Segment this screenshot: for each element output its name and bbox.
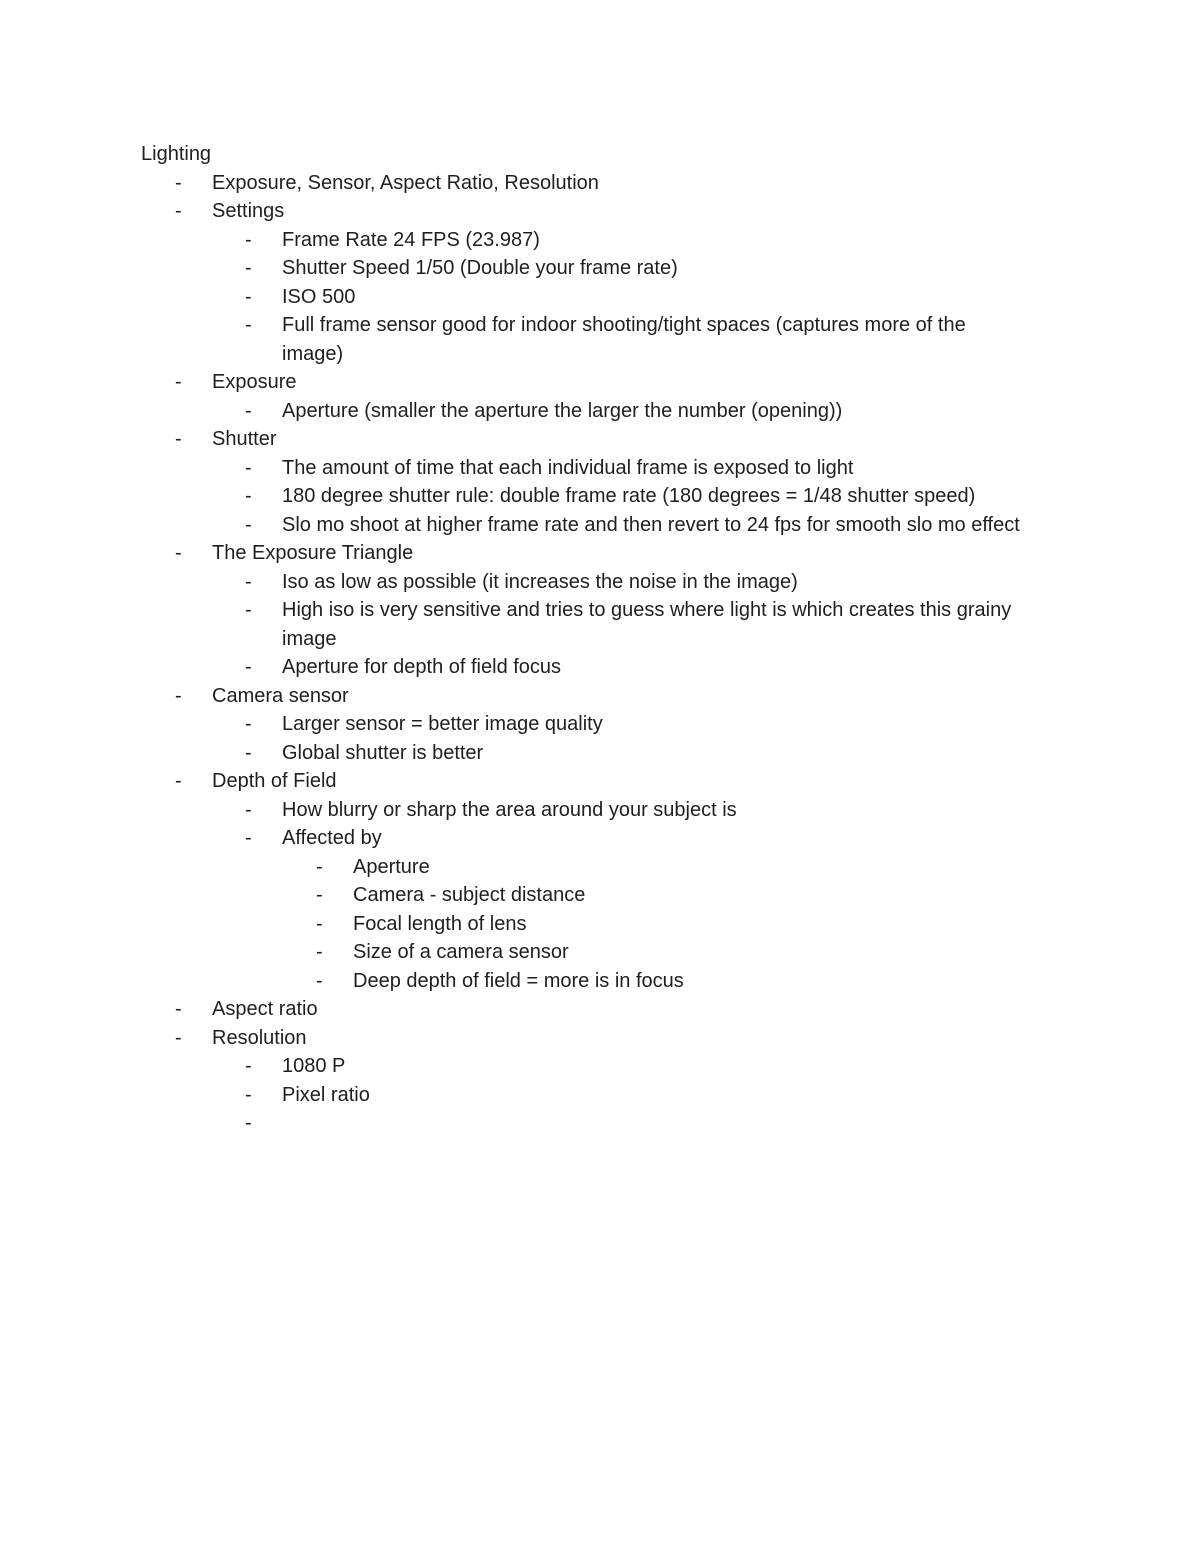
dash-bullet-icon: - — [245, 1055, 252, 1077]
outline-item-level-2 — [141, 1052, 1024, 1081]
outline-item-level-2 — [141, 254, 1024, 283]
outline-item-text — [282, 1109, 1024, 1138]
dash-bullet-icon: - — [245, 399, 252, 422]
bullet-outline — [141, 169, 1041, 1138]
outline-item-text: Focal length of lens — [353, 912, 527, 935]
dash-bullet-icon: - — [245, 570, 252, 593]
dash-bullet-icon: - — [316, 941, 323, 963]
outline-item-level-2 — [141, 596, 1024, 653]
dash-bullet-icon: - — [316, 884, 323, 906]
dash-bullet-icon: - — [245, 656, 252, 678]
outline-item-text: Exposure, Sensor, Aspect Ratio, Resolution — [212, 171, 599, 194]
outline-item-text: How blurry or sharp the area around your subject is — [282, 798, 737, 821]
outline-item-level-2 — [141, 454, 1024, 483]
dash-bullet-icon: - — [245, 713, 252, 735]
dash-bullet-icon: - — [245, 827, 252, 849]
outline-item-text: Camera sensor — [212, 684, 349, 707]
dash-bullet-icon: - — [175, 171, 182, 194]
outline-item-level-2 — [141, 226, 1024, 255]
dash-bullet-icon: - — [245, 257, 252, 279]
outline-item-level-1 — [141, 1024, 1041, 1053]
outline-item-text: Pixel ratio — [282, 1083, 370, 1106]
outline-item-level-2 — [141, 311, 1024, 368]
outline-item-text: Slo mo shoot at higher frame rate and then revert to 24 fps for smooth slo mo effect — [282, 513, 1020, 536]
outline-item-level-2 — [141, 511, 1024, 540]
outline-item-level-2 — [141, 739, 1024, 768]
outline-item-level-2 — [141, 568, 1024, 597]
document-body — [141, 140, 1041, 1138]
dash-bullet-icon: - — [175, 998, 182, 1020]
dash-bullet-icon: - — [175, 1026, 182, 1049]
outline-item-text: Settings — [212, 200, 285, 222]
dash-bullet-icon: - — [175, 371, 182, 393]
dash-bullet-icon: - — [316, 969, 323, 992]
outline-item-text: Global shutter is better — [282, 741, 484, 764]
outline-item-level-2 — [141, 283, 1024, 312]
outline-item-text: Aperture — [353, 855, 430, 878]
outline-item-level-3 — [141, 910, 1041, 939]
outline-item-text: Iso as low as possible (it increases the noise in the image) — [282, 570, 798, 593]
outline-item-level-1 — [141, 368, 1041, 397]
outline-item-text: Frame Rate 24 FPS (23.987) — [282, 228, 540, 251]
outline-item-text: Larger sensor = better image quality — [282, 713, 603, 735]
outline-item-text: Shutter Speed 1/50 (Double your frame rate) — [282, 257, 678, 279]
dash-bullet-icon: - — [175, 428, 182, 450]
outline-item-level-2 — [141, 824, 1024, 853]
outline-item-text: Aperture for depth of field focus — [282, 656, 562, 678]
outline-item-level-2 — [141, 1109, 1024, 1138]
outline-item-text: 180 degree shutter rule: double frame rate (180 degrees = 1/48 shutter speed) — [282, 485, 976, 507]
dash-bullet-icon: - — [245, 285, 252, 308]
dash-bullet-icon: - — [245, 1083, 252, 1106]
dash-bullet-icon: - — [175, 542, 182, 564]
outline-item-text: Affected by — [282, 827, 382, 849]
outline-item-level-1 — [141, 197, 1041, 226]
outline-item-text: Full frame sensor good for indoor shooting/tight spaces (captures more of the image) — [282, 314, 966, 365]
outline-item-level-1 — [141, 767, 1041, 796]
outline-item-text: Aperture (smaller the aperture the larger the number (opening)) — [282, 399, 843, 422]
dash-bullet-icon: - — [245, 599, 252, 621]
dash-bullet-icon: - — [175, 684, 182, 707]
outline-item-level-2 — [141, 710, 1024, 739]
outline-item-level-1 — [141, 682, 1041, 711]
dash-bullet-icon: - — [175, 200, 182, 222]
outline-item-level-2 — [141, 653, 1024, 682]
dash-bullet-icon: - — [245, 228, 252, 251]
outline-item-level-2 — [141, 796, 1024, 825]
outline-item-text: 1080 P — [282, 1055, 346, 1077]
outline-item-text: Aspect ratio — [212, 998, 318, 1020]
outline-item-text: Deep depth of field = more is in focus — [353, 969, 684, 992]
outline-item-level-2 — [141, 397, 1024, 426]
outline-item-text: Camera - subject distance — [353, 884, 586, 906]
dash-bullet-icon: - — [245, 513, 252, 536]
outline-item-text: Shutter — [212, 428, 277, 450]
dash-bullet-icon: - — [245, 741, 252, 764]
dash-bullet-icon: - — [245, 314, 252, 336]
outline-item-text: Size of a camera sensor — [353, 941, 569, 963]
dash-bullet-icon: - — [175, 770, 182, 792]
dash-bullet-icon: - — [316, 855, 323, 878]
dash-bullet-icon: - — [245, 798, 252, 821]
outline-item-text: ISO 500 — [282, 285, 356, 308]
outline-item-level-3 — [141, 938, 1041, 967]
outline-item-level-3 — [141, 967, 1041, 996]
outline-item-text: High iso is very sensitive and tries to guess where light is which creates this grainy image — [282, 599, 1012, 650]
outline-item-level-1 — [141, 169, 1041, 198]
outline-item-level-3 — [141, 881, 1041, 910]
outline-item-level-1 — [141, 995, 1041, 1024]
dash-bullet-icon: - — [245, 485, 252, 507]
outline-item-text: Exposure — [212, 371, 297, 393]
outline-item-text: The amount of time that each individual frame is exposed to light — [282, 456, 854, 479]
outline-item-level-1 — [141, 425, 1041, 454]
dash-bullet-icon: - — [245, 456, 252, 479]
outline-item-level-3 — [141, 853, 1041, 882]
document-heading: Lighting — [141, 143, 212, 165]
outline-item-text: Depth of Field — [212, 770, 337, 792]
outline-item-text: The Exposure Triangle — [212, 542, 414, 564]
outline-item-level-2 — [141, 1081, 1024, 1110]
outline-item-text: Resolution — [212, 1026, 307, 1049]
outline-item-level-2 — [141, 482, 1024, 511]
dash-bullet-icon: - — [316, 912, 323, 935]
outline-item-level-1 — [141, 539, 1041, 568]
dash-bullet-icon: - — [245, 1112, 252, 1134]
